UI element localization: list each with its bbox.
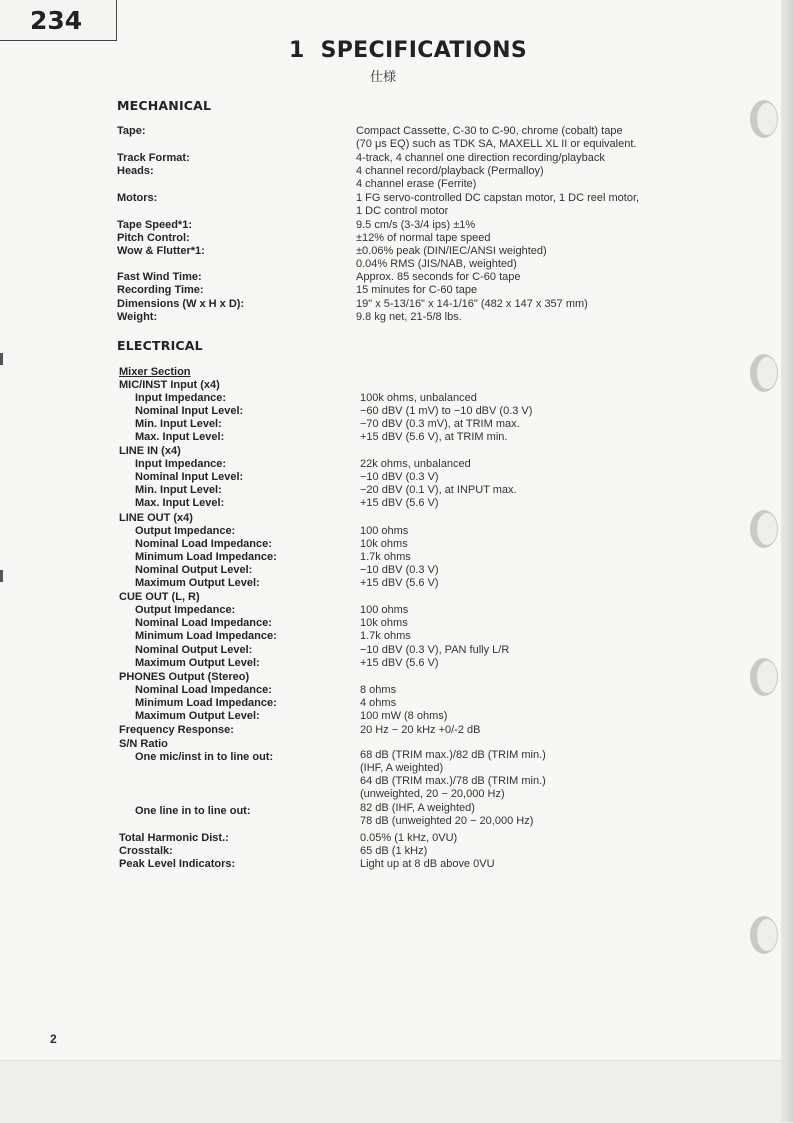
spec-label: Nominal Input Level: [135, 405, 244, 417]
binder-hole-icon [748, 98, 780, 140]
binder-hole-icon [748, 508, 780, 550]
spec-value: 78 dB (unweighted 20 − 20,000 Hz) [360, 815, 534, 827]
spec-value: −70 dBV (0.3 mV), at TRIM max. [360, 418, 520, 430]
spec-value: ±0.06% peak (DIN/IEC/ANSI weighted) [356, 245, 547, 257]
spec-label: Pitch Control: [117, 232, 190, 244]
spec-label: Output Impedance: [135, 525, 236, 537]
spec-value: 1 DC control motor [356, 205, 449, 217]
spec-label: Maximum Output Level: [135, 577, 260, 589]
spec-label: Min. Input Level: [135, 418, 222, 430]
page-tab-number: 234 [30, 6, 83, 35]
page-right-edge [781, 0, 793, 1122]
heading-electrical: ELECTRICAL [117, 338, 203, 353]
heading-mechanical: MECHANICAL [117, 98, 212, 113]
spec-label: Minimum Load Impedance: [135, 630, 277, 642]
page-number: 2 [50, 1032, 57, 1046]
spec-label: Min. Input Level: [135, 484, 222, 496]
spec-label: Max. Input Level: [135, 431, 225, 443]
spec-label: Maximum Output Level: [135, 710, 260, 722]
spec-value: +15 dBV (5.6 V) [360, 657, 439, 669]
spec-value: 65 dB (1 kHz) [360, 845, 428, 857]
spec-label: Nominal Load Impedance: [135, 617, 272, 629]
spec-value: 4-track, 4 channel one direction recording/playback [356, 152, 605, 164]
spec-label: LINE IN (x4) [119, 445, 181, 457]
spec-value: −10 dBV (0.3 V) [360, 471, 439, 483]
spec-label: PHONES Output (Stereo) [119, 671, 250, 683]
spec-value: +15 dBV (5.6 V), at TRIM min. [360, 431, 508, 443]
spec-label: CUE OUT (L, R) [119, 591, 200, 603]
spec-label: Total Harmonic Dist.: [119, 832, 229, 844]
spec-label: LINE OUT (x4) [119, 512, 193, 524]
spec-label: Fast Wind Time: [117, 271, 202, 283]
spec-value: 68 dB (TRIM max.)/82 dB (TRIM min.) [360, 749, 546, 761]
scan-edge-mark [0, 353, 3, 365]
page-bottom-edge [0, 1060, 793, 1123]
spec-label: One line in to line out: [135, 805, 251, 817]
spec-label: Peak Level Indicators: [119, 858, 236, 870]
binder-hole-icon [748, 914, 780, 956]
spec-label: Tape Speed*1: [117, 219, 192, 231]
spec-value: 1.7k ohms [360, 630, 411, 642]
spec-label: S/N Ratio [119, 738, 168, 750]
spec-value: 19" x 5-13/16" x 14-1/16" (482 x 147 x 357 mm) [356, 298, 588, 310]
spec-value: Compact Cassette, C-30 to C-90, chrome (cobalt) tape [356, 125, 623, 137]
binder-hole-icon [748, 656, 780, 698]
spec-value: 1.7k ohms [360, 551, 411, 563]
scan-edge-mark [0, 570, 3, 582]
spec-value: 100 ohms [360, 604, 409, 616]
spec-label: Mixer Section [119, 366, 191, 378]
spec-label: MIC/INST Input (x4) [119, 379, 220, 391]
spec-value: −10 dBV (0.3 V) [360, 564, 439, 576]
spec-value: 4 channel record/playback (Permalloy) [356, 165, 544, 177]
spec-value: ±12% of normal tape speed [356, 232, 491, 244]
spec-value: 9.5 cm/s (3-3/4 ips) ±1% [356, 219, 476, 231]
page-title [289, 38, 527, 63]
spec-value: Approx. 85 seconds for C-60 tape [356, 271, 521, 283]
spec-value: 20 Hz − 20 kHz +0/-2 dB [360, 724, 481, 736]
spec-label: Tape: [117, 125, 146, 137]
spec-label: Maximum Output Level: [135, 657, 260, 669]
spec-value: 100k ohms, unbalanced [360, 392, 477, 404]
spec-label: Weight: [117, 311, 158, 323]
spec-label: Nominal Load Impedance: [135, 684, 272, 696]
spec-value: (unweighted, 20 − 20,000 Hz) [360, 788, 505, 800]
spec-value: 4 channel erase (Ferrite) [356, 178, 477, 190]
spec-value: 0.05% (1 kHz, 0VU) [360, 832, 458, 844]
spec-label: Input Impedance: [135, 392, 227, 404]
spec-label: Nominal Input Level: [135, 471, 244, 483]
spec-label: Output Impedance: [135, 604, 236, 616]
spec-value: (70 μs EQ) such as TDK SA, MAXELL XL II or equivalent. [356, 138, 637, 150]
spec-value: 8 ohms [360, 684, 397, 696]
spec-value: −10 dBV (0.3 V), PAN fully L/R [360, 644, 510, 656]
spec-value: 10k ohms [360, 617, 408, 629]
spec-label: Minimum Load Impedance: [135, 697, 277, 709]
spec-value: −60 dBV (1 mV) to −10 dBV (0.3 V) [360, 405, 533, 417]
page-tab [0, 0, 117, 41]
spec-value: (IHF, A weighted) [360, 762, 444, 774]
spec-value: 0.04% RMS (JIS/NAB, weighted) [356, 258, 517, 270]
spec-value: 10k ohms [360, 538, 408, 550]
page-subtitle: 仕様 [370, 69, 397, 84]
spec-value: 15 minutes for C-60 tape [356, 284, 478, 296]
spec-value: 4 ohms [360, 697, 397, 709]
spec-value: 82 dB (IHF, A weighted) [360, 802, 475, 814]
spec-label: Track Format: [117, 152, 190, 164]
binder-hole-icon [748, 352, 780, 394]
spec-label: Max. Input Level: [135, 497, 225, 509]
spec-label: Crosstalk: [119, 845, 173, 857]
section-title: SPECIFICATIONS [320, 38, 527, 63]
spec-label: Nominal Output Level: [135, 644, 253, 656]
spec-value: 22k ohms, unbalanced [360, 458, 471, 470]
spec-label: Recording Time: [117, 284, 204, 296]
spec-value: 9.8 kg net, 21-5/8 lbs. [356, 311, 462, 323]
spec-value: 64 dB (TRIM max.)/78 dB (TRIM min.) [360, 775, 546, 787]
section-number: 1 [289, 38, 305, 63]
spec-label: Nominal Load Impedance: [135, 538, 272, 550]
spec-label: Input Impedance: [135, 458, 227, 470]
spec-value: 100 ohms [360, 525, 409, 537]
spec-value: −20 dBV (0.1 V), at INPUT max. [360, 484, 517, 496]
spec-label: Motors: [117, 192, 158, 204]
spec-value: 100 mW (8 ohms) [360, 710, 448, 722]
spec-label: Frequency Response: [119, 724, 234, 736]
spec-label: Minimum Load Impedance: [135, 551, 277, 563]
spec-label: Heads: [117, 165, 154, 177]
spec-label: Nominal Output Level: [135, 564, 253, 576]
spec-label: Dimensions (W x H x D): [117, 298, 245, 310]
spec-value: +15 dBV (5.6 V) [360, 497, 439, 509]
spec-value: +15 dBV (5.6 V) [360, 577, 439, 589]
spec-label: Wow & Flutter*1: [117, 245, 205, 257]
spec-value: 1 FG servo-controlled DC capstan motor, 1 DC reel motor, [356, 192, 640, 204]
spec-label: One mic/inst in to line out: [135, 751, 274, 763]
spec-value: Light up at 8 dB above 0VU [360, 858, 495, 870]
